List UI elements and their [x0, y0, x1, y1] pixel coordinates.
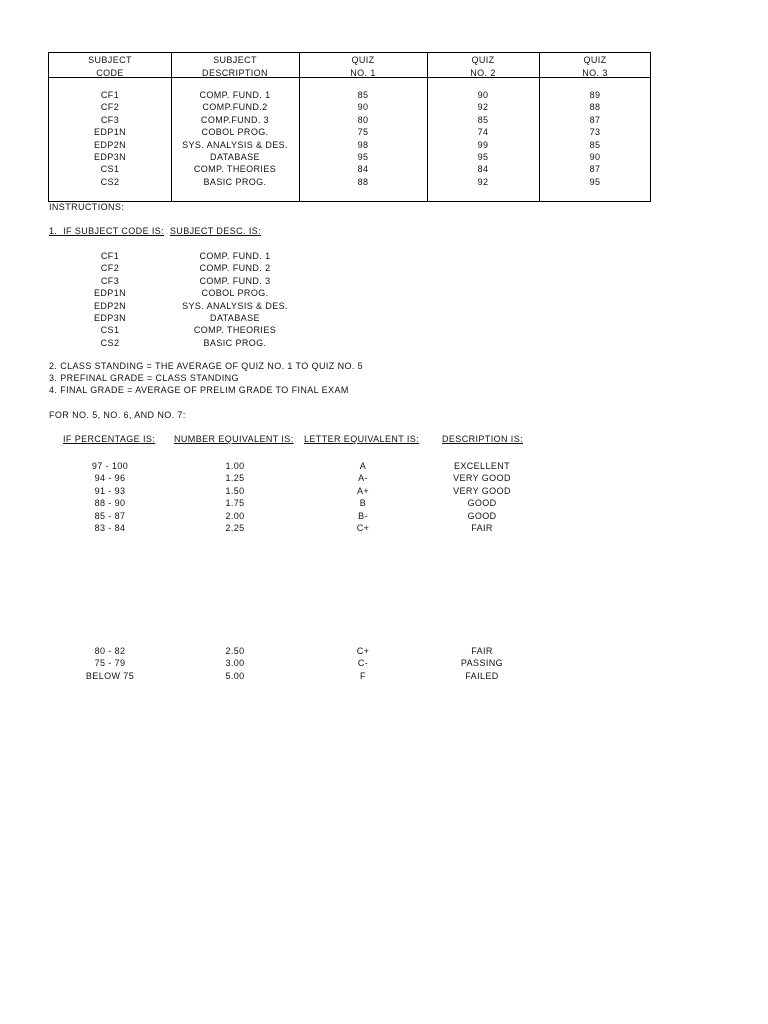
table-cell: CS2 — [100, 176, 120, 187]
instruction-1-prefix: 1. — [49, 226, 58, 236]
mapping-code: CF2 — [100, 263, 120, 274]
table-cell: 74 — [477, 127, 489, 138]
percentage-range: BELOW 75 — [85, 670, 135, 681]
mapping-desc: COBOL PROG. — [201, 288, 269, 299]
grade-description: FAIR — [471, 646, 493, 656]
table-cell: COBOL PROG. — [201, 127, 269, 138]
table-cell: 85 — [589, 139, 601, 150]
table-cell: 95 — [589, 176, 601, 187]
table-cell: 87 — [589, 114, 601, 125]
table-cell: CF2 — [100, 102, 120, 113]
grades-table — [48, 52, 651, 202]
desc-label: SUBJECT DESC. IS: — [169, 226, 262, 236]
grade-description: PASSING — [460, 658, 504, 669]
percentage-range: 75 - 79 — [94, 658, 126, 669]
table-cell: EDP1N — [93, 127, 126, 138]
header-line: QUIZ — [351, 55, 375, 65]
table-cell: 92 — [477, 176, 489, 187]
table-cell: 75 — [357, 127, 369, 138]
table-cell: 88 — [589, 102, 601, 113]
mapping-desc: BASIC PROG. — [203, 337, 267, 348]
table-cell: 98 — [357, 139, 369, 150]
table-cell: 84 — [357, 164, 369, 175]
grade-description: VERY GOOD — [453, 485, 511, 496]
header-quiz-1 — [299, 54, 427, 79]
header-quiz-3 — [539, 54, 651, 79]
number-equivalent: 2.25 — [225, 522, 245, 533]
mapping-descriptions — [165, 250, 305, 349]
group2-letter — [313, 645, 413, 682]
header-subject-code — [49, 54, 171, 79]
grade-description: GOOD — [467, 498, 497, 509]
header-line: CODE — [96, 67, 124, 78]
letter-equivalent: A+ — [356, 485, 370, 496]
mapping-desc: COMP. FUND. 3 — [199, 275, 271, 286]
letter-equivalent: B — [359, 498, 367, 509]
table-cell: CF3 — [100, 114, 120, 125]
table-cell: CS1 — [100, 164, 120, 175]
number-equivalent: 2.00 — [225, 510, 245, 521]
instruction-1-heading — [49, 226, 261, 236]
percentage-range: 88 - 90 — [94, 498, 126, 509]
table-cell: 87 — [589, 164, 601, 175]
percentage-range: 94 - 96 — [94, 473, 126, 484]
for-numbers-label: FOR NO. 5, NO. 6, AND NO. 7: — [49, 410, 186, 420]
group1-percentage — [60, 460, 160, 534]
instruction-3: 3. PREFINAL GRADE = CLASS STANDING — [49, 373, 239, 383]
letter-equivalent: A — [359, 461, 367, 471]
column-quiz-3 — [539, 89, 651, 188]
table-cell: SYS. ANALYSIS & DES. — [182, 139, 288, 150]
table-cell: EDP3N — [93, 152, 126, 163]
table-cell: 90 — [477, 90, 489, 100]
header-line: SUBJECT — [88, 55, 132, 65]
table-cell: 85 — [357, 90, 369, 100]
column-subject-description — [171, 89, 299, 188]
table-cell: 88 — [357, 176, 369, 187]
header-line: SUBJECT — [213, 55, 257, 65]
header-line: NO. 3 — [582, 67, 608, 78]
header-line: DESCRIPTION — [202, 67, 268, 78]
mapping-code: CS2 — [100, 337, 120, 348]
percentage-range: 85 - 87 — [94, 510, 126, 521]
group1-description — [422, 460, 542, 534]
mapping-desc: COMP. FUND. 1 — [199, 251, 271, 261]
percentage-range: 91 - 93 — [94, 485, 126, 496]
table-cell: EDP2N — [93, 139, 126, 150]
table-cell: 85 — [477, 114, 489, 125]
grade-description: FAILED — [465, 670, 499, 681]
table-cell: COMP.FUND. 3 — [200, 114, 270, 125]
header-letter-equivalent: LETTER EQUIVALENT IS: — [304, 434, 420, 444]
number-equivalent: 1.75 — [225, 498, 245, 509]
instruction-4: 4. FINAL GRADE = AVERAGE OF PRELIM GRADE TO FINAL EXAM — [49, 385, 349, 395]
number-equivalent: 5.00 — [225, 670, 245, 681]
number-equivalent: 1.00 — [225, 461, 245, 471]
number-equivalent: 1.25 — [225, 473, 245, 484]
table-cell: 84 — [477, 164, 489, 175]
group1-letter — [313, 460, 413, 534]
column-quiz-2 — [427, 89, 539, 188]
table-cell: 90 — [589, 152, 601, 163]
table-cell: COMP.FUND.2 — [202, 102, 268, 113]
number-equivalent: 2.50 — [225, 646, 245, 656]
mapping-code: CS1 — [100, 325, 120, 336]
table-cell: 95 — [477, 152, 489, 163]
table-cell: 73 — [589, 127, 601, 138]
table-cell: 89 — [589, 90, 601, 100]
mapping-code: CF1 — [100, 251, 120, 261]
header-line: NO. 1 — [350, 67, 376, 78]
letter-equivalent: C+ — [356, 522, 370, 533]
mapping-code: CF3 — [100, 275, 120, 286]
table-cell: CF1 — [100, 90, 120, 100]
table-cell: 80 — [357, 114, 369, 125]
letter-equivalent: A- — [358, 473, 368, 484]
mapping-code: EDP3N — [93, 312, 126, 323]
letter-equivalent: C- — [357, 658, 369, 669]
table-cell: 92 — [477, 102, 489, 113]
mapping-codes — [60, 250, 160, 349]
header-number-equivalent: NUMBER EQUIVALENT IS: — [174, 434, 294, 444]
code-label: IF SUBJECT CODE IS: — [63, 226, 165, 236]
letter-equivalent: C+ — [356, 646, 370, 656]
mapping-desc: COMP. FUND. 2 — [199, 263, 271, 274]
instruction-2: 2. CLASS STANDING = THE AVERAGE OF QUIZ NO. 1 TO QUIZ NO. 5 — [49, 361, 364, 371]
instructions-title: INSTRUCTIONS: — [49, 202, 125, 212]
percentage-range: 80 - 82 — [94, 646, 126, 656]
table-cell: 95 — [357, 152, 369, 163]
mapping-code: EDP1N — [93, 288, 126, 299]
header-subject-description — [171, 54, 299, 79]
number-equivalent: 1.50 — [225, 485, 245, 496]
table-cell: COMP. THEORIES — [193, 164, 277, 175]
table-cell: DATABASE — [210, 152, 260, 163]
header-line: NO. 2 — [470, 67, 496, 78]
header-quiz-2 — [427, 54, 539, 79]
grade-description: GOOD — [467, 510, 497, 521]
group2-description — [422, 645, 542, 682]
mapping-desc: DATABASE — [210, 312, 260, 323]
grade-description: FAIR — [471, 522, 493, 533]
number-equivalent: 3.00 — [225, 658, 245, 669]
table-cell: 90 — [357, 102, 369, 113]
group2-percentage — [60, 645, 160, 682]
group2-number — [185, 645, 285, 682]
group1-number — [185, 460, 285, 534]
percentage-range: 83 - 84 — [94, 522, 126, 533]
header-description: DESCRIPTION IS: — [442, 434, 524, 444]
header-percentage: IF PERCENTAGE IS: — [63, 434, 156, 444]
grade-description: VERY GOOD — [453, 473, 511, 484]
table-cell: BASIC PROG. — [203, 176, 267, 187]
mapping-desc: COMP. THEORIES — [193, 325, 277, 336]
header-line: QUIZ — [471, 55, 495, 65]
letter-equivalent: B- — [358, 510, 368, 521]
header-line: QUIZ — [583, 55, 607, 65]
column-quiz-1 — [299, 89, 427, 188]
mapping-desc: SYS. ANALYSIS & DES. — [182, 300, 288, 311]
grade-description: EXCELLENT — [453, 461, 511, 471]
percentage-range: 97 - 100 — [91, 461, 129, 471]
column-subject-code — [49, 89, 171, 188]
letter-equivalent: F — [360, 670, 366, 681]
mapping-code: EDP2N — [93, 300, 126, 311]
table-cell: COMP. FUND. 1 — [199, 90, 271, 100]
table-cell: 99 — [477, 139, 489, 150]
